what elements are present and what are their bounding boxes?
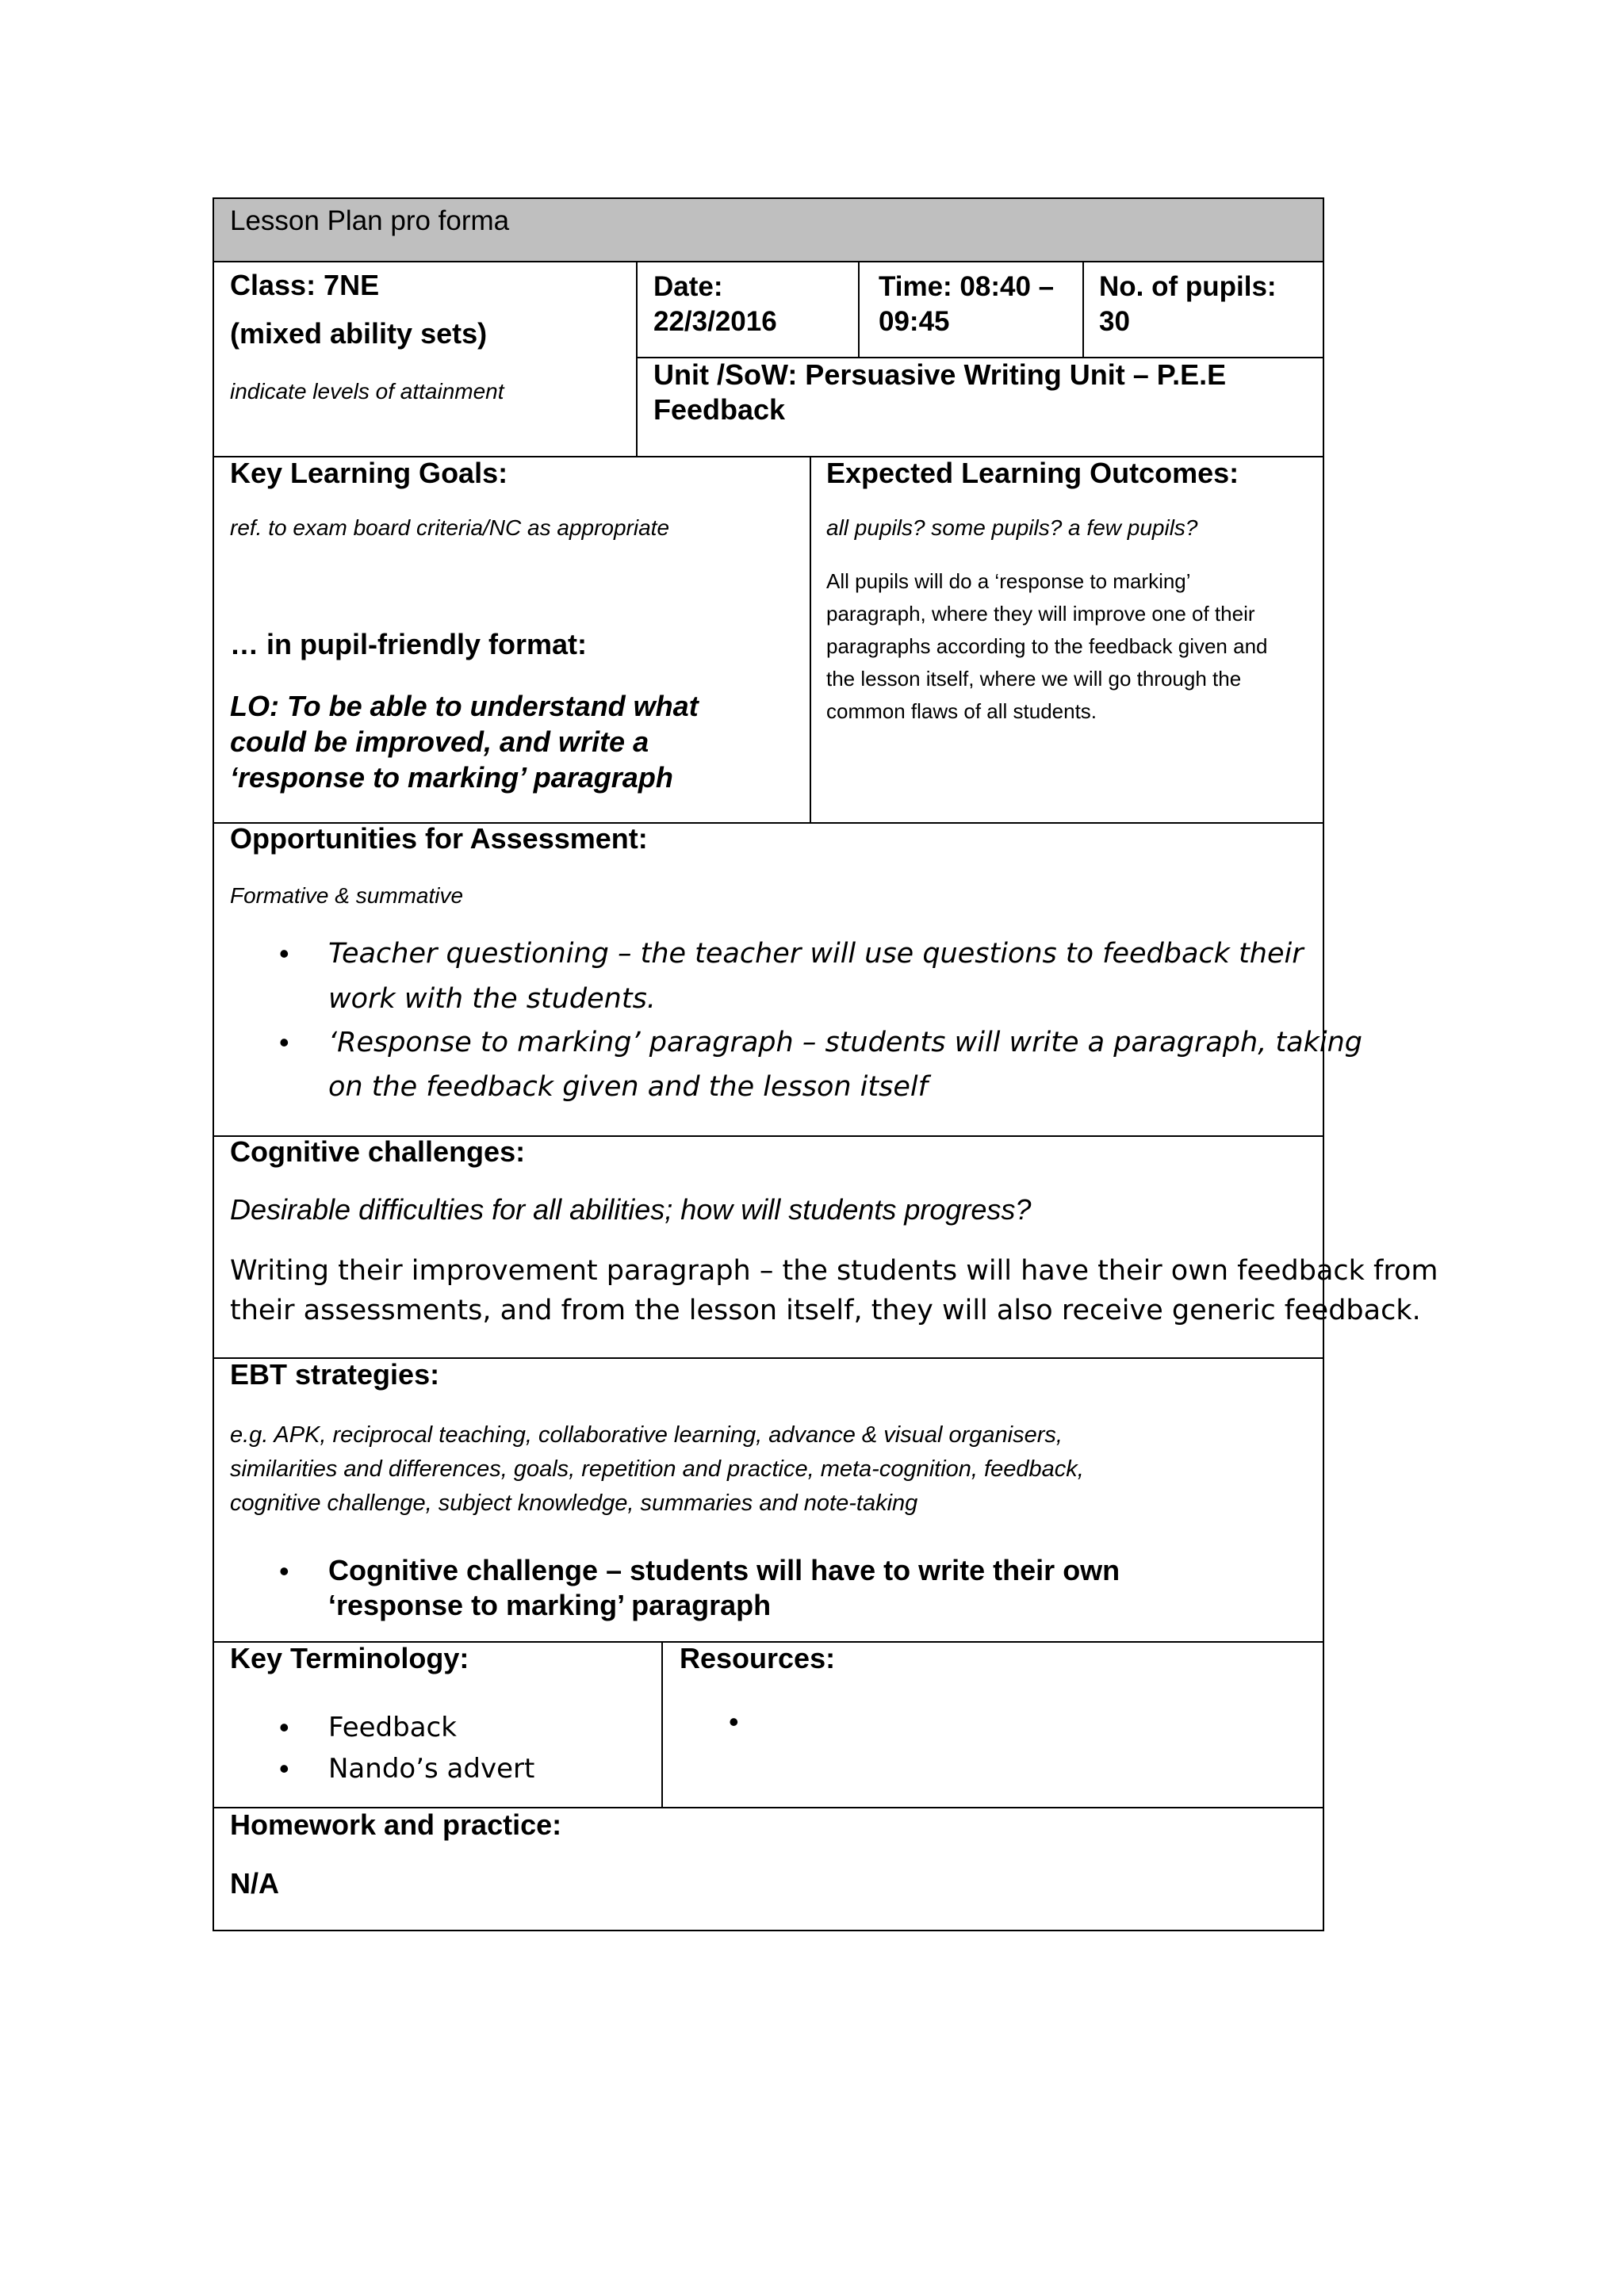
attainment-note: indicate levels of attainment [230,379,504,404]
assessment-item-line: Teacher questioning – the teacher will use questions to feedback their [328,938,1304,970]
assessment-item-line: on the feedback given and the lesson itself [328,1071,928,1103]
lo-line: LO: To be able to understand what [230,690,699,722]
expected-outcomes-heading: Expected Learning Outcomes: [826,457,1239,489]
bullet-icon: • [279,1711,289,1743]
homework-value: N/A [230,1867,279,1900]
ebt-item-line: Cognitive challenge – students will have to write their own [328,1554,1120,1586]
ebt-item-line: ‘response to marking’ paragraph [328,1589,772,1621]
bullet-icon: • [279,937,289,970]
lesson-plan-table [213,197,1438,1931]
expected-outcomes-line: All pupils will do a ‘response to marking’ [826,569,1191,593]
terminology-item: Feedback [328,1712,457,1743]
terminology-heading: Key Terminology: [230,1642,469,1674]
time-label: Time: 08:40 – [879,271,1055,302]
unit-line-2: Feedback [653,393,786,426]
pupil-friendly-label: … in pupil-friendly format: [230,628,587,660]
bullet-icon: • [279,1555,289,1587]
bullet-icon: • [279,1026,289,1058]
divider [214,261,1323,262]
time-value: 09:45 [879,306,950,337]
unit-line-1: Unit /SoW: Persuasive Writing Unit – P.E.E [653,358,1227,391]
ebt-heading: EBT strategies: [230,1358,440,1391]
cognitive-body-line: their assessments, and from the lesson itself, they will also receive generic feedback. [230,1295,1421,1326]
homework-heading: Homework and practice: [230,1808,562,1841]
pupils-label: No. of pupils: [1099,271,1277,302]
assessment-item-line: work with the students. [328,983,656,1015]
resources-heading: Resources: [680,1642,836,1674]
divider [661,1641,663,1807]
sets-label: (mixed ability sets) [230,317,488,350]
key-learning-heading: Key Learning Goals: [230,457,508,489]
date-label: Date: [653,271,723,302]
divider [858,261,860,357]
bullet-icon: • [729,1705,739,1738]
lesson-plan-title: Lesson Plan pro forma [230,205,510,236]
lo-line: could be improved, and write a [230,725,649,758]
divider [1082,261,1084,357]
bullet-icon: • [279,1752,289,1785]
expected-outcomes-line: paragraph, where they will improve one of their [826,602,1255,626]
cognitive-heading: Cognitive challenges: [230,1135,526,1168]
ebt-note-line: cognitive challenge, subject knowledge, summaries and note-taking [230,1490,918,1516]
terminology-item: Nando’s advert [328,1753,535,1785]
key-learning-note: ref. to exam board criteria/NC as appropriate [230,515,670,540]
ebt-note-line: e.g. APK, reciprocal teaching, collaborative learning, advance & visual organisers, [230,1422,1063,1448]
expected-outcomes-line: common flaws of all students. [826,699,1097,723]
ebt-note-line: similarities and differences, goals, repetition and practice, meta-cognition, feedback, [230,1456,1084,1482]
expected-outcomes-note: all pupils? some pupils? a few pupils? [826,515,1198,540]
divider [810,456,811,822]
cognitive-body-line: Writing their improvement paragraph – the students will have their own feedback from [230,1255,1438,1287]
pupils-value: 30 [1099,306,1130,337]
cognitive-note: Desirable difficulties for all abilities; how will students progress? [230,1193,1032,1226]
date-value: 22/3/2016 [653,306,777,337]
expected-outcomes-line: paragraphs according to the feedback given and [826,634,1268,658]
assessment-note: Formative & summative [230,883,464,908]
expected-outcomes-line: the lesson itself, where we will go through the [826,667,1242,691]
assessment-heading: Opportunities for Assessment: [230,822,648,855]
assessment-item-line: ‘Response to marking’ paragraph – students will write a paragraph, taking [328,1027,1363,1058]
lo-line: ‘response to marking’ paragraph [230,761,673,794]
divider [636,261,638,456]
class-label: Class: 7NE [230,269,380,301]
